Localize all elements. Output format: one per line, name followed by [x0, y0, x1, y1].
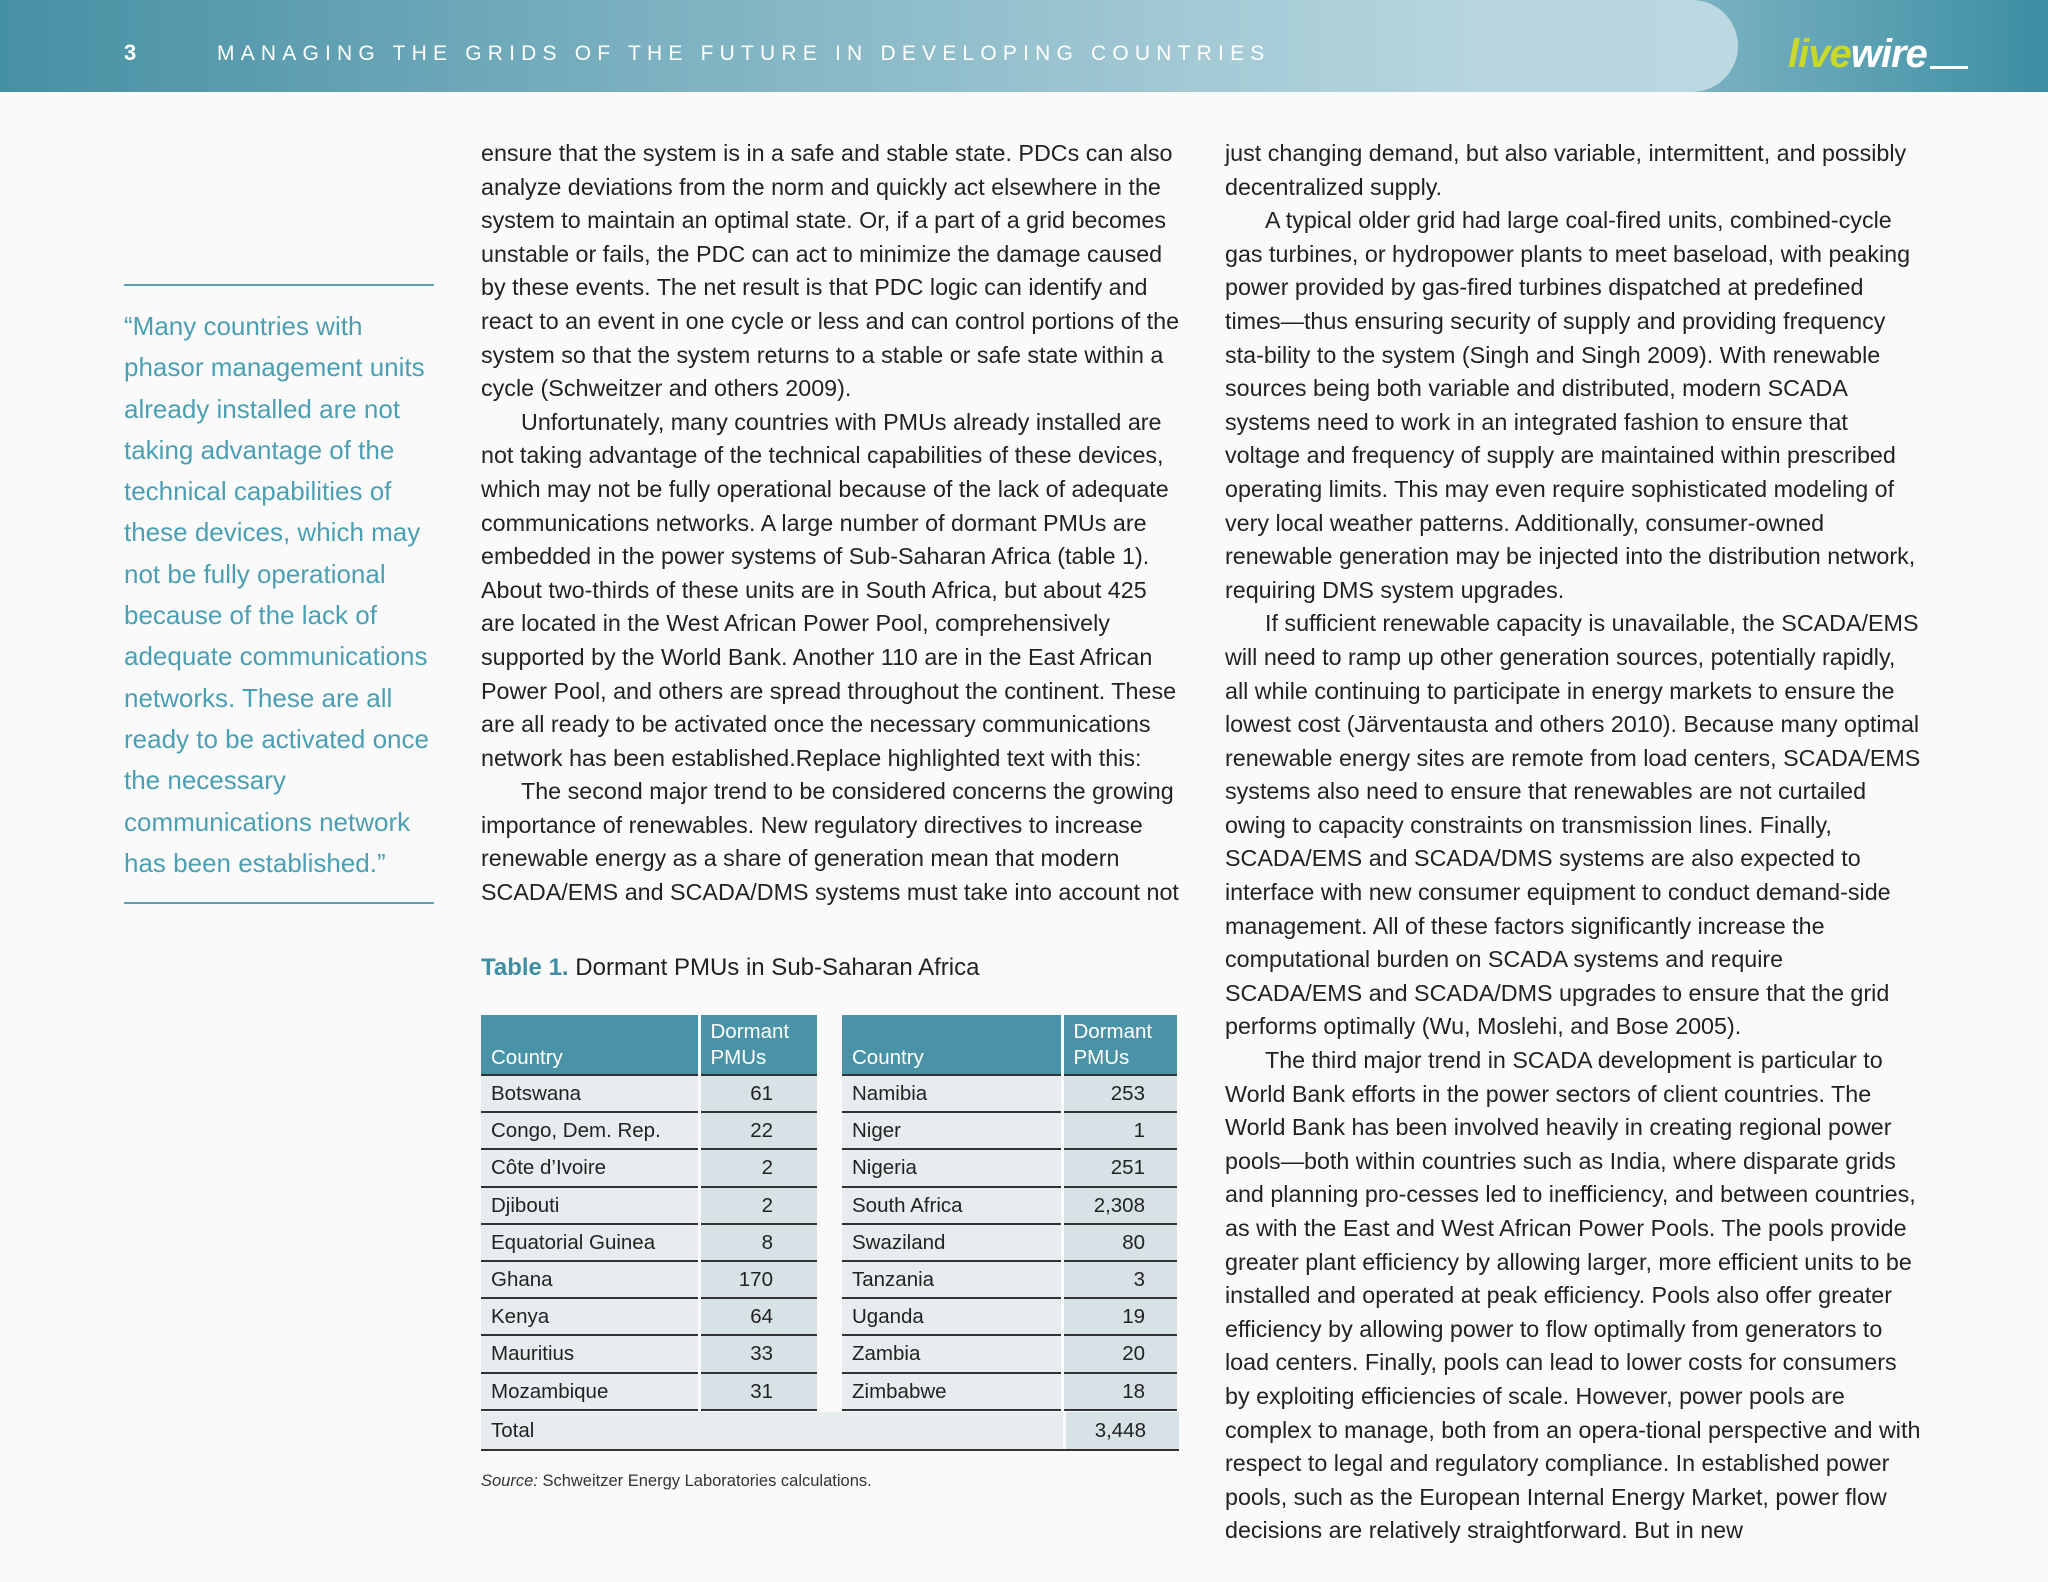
table-row [842, 1187, 1177, 1224]
total-value: 3,448 [1094, 1419, 1146, 1442]
cell-dormant-pmus: 20 [1062, 1335, 1177, 1372]
cell-country: Equatorial Guinea [481, 1224, 699, 1261]
cell-dormant-pmus: 2 [699, 1149, 817, 1186]
table-row [481, 1224, 817, 1261]
table-title: Dormant PMUs in Sub-Saharan Africa [575, 954, 980, 981]
cell-dormant-pmus: 170 [699, 1261, 817, 1298]
cell-country: Congo, Dem. Rep. [481, 1112, 699, 1149]
cell-dormant-pmus: 1 [1062, 1112, 1177, 1149]
livewire-logo [1788, 34, 1927, 74]
table-row [842, 1112, 1177, 1149]
pull-quote-text: “Many countries with phasor management units already installed are not taking advantage of the technical capabilities of these devices, which may not be fully operational because of the lack of adequate communications networks. These are all ready to be activated once the necessary communications network has been established.” [124, 311, 429, 878]
body-paragraph: Unfortunately, many countries with PMUs already installed are not taking advantage of the technical capabilities of these devices, which may not be fully operational because of the lack of adequate communications networks. A large number of dormant PMUs are embedded in the power systems of Sub-Saharan Africa (table 1). About two-thirds of these units are in South Africa, but about 425 are located in the West African Power Pool, comprehensively supported by the World Bank. Another 110 are in the East African Power Pool, and others are spread throughout the continent. These are all ready to be activated once the necessary communications network has been established.Replace highlighted text with this: [481, 408, 1177, 771]
cell-dormant-pmus: 61 [699, 1075, 817, 1112]
logo-live-text: live [1788, 32, 1851, 76]
cell-country: Mauritius [481, 1335, 699, 1372]
total-label: Total [491, 1419, 535, 1442]
table-row [481, 1112, 817, 1149]
table-row [842, 1298, 1177, 1335]
table-number: Table 1. [481, 954, 569, 981]
body-paragraph: The second major trend to be considered concerns the growing importance of renewables. New regulatory directives to increase renewable energy as a share of generation mean that modern SCADA/EMS and SCADA/DMS systems must take into account not [481, 778, 1179, 906]
table-row [481, 1149, 817, 1186]
logo-wire-text: wire [1850, 32, 1927, 76]
cell-dormant-pmus: 2,308 [1062, 1187, 1177, 1224]
cell-country: Zimbabwe [842, 1373, 1062, 1410]
cell-country: Djibouti [481, 1187, 699, 1224]
cell-dormant-pmus: 31 [699, 1373, 817, 1410]
table-row [842, 1261, 1177, 1298]
table-row [842, 1335, 1177, 1372]
page-header [0, 0, 2048, 92]
table-row [481, 1187, 817, 1224]
cell-dormant-pmus: 8 [699, 1224, 817, 1261]
middle-column [481, 137, 1181, 910]
cell-country: Nigeria [842, 1149, 1062, 1186]
table-row [842, 1075, 1177, 1112]
table-row [481, 1261, 817, 1298]
table-caption [481, 954, 979, 982]
table-row [842, 1373, 1177, 1410]
body-paragraph: just changing demand, but also variable, intermittent, and possibly decentralized supply. [1225, 140, 1907, 200]
table-row [842, 1149, 1177, 1186]
table-source-note [481, 1472, 872, 1491]
body-paragraph: ensure that the system is in a safe and stable state. PDCs can also analyze deviations from the norm and quickly act elsewhere in the system to maintain an optimal state. Or, if a part of a grid becomes unstable or fails, the PDC can act to minimize the damage caused by these events. The net result is that PDC logic can identify and react to an event in one cycle or less and can control portions of the system so that the system returns to a stable or safe state within a cycle (Schweitzer and others 2009). [481, 140, 1180, 402]
table-row [481, 1335, 817, 1372]
pmu-table-right [842, 1015, 1177, 1411]
column-header-pmus: Dormant PMUs [699, 1015, 817, 1075]
body-paragraph: If sufficient renewable capacity is unavailable, the SCADA/EMS will need to ramp up other generation sources, potentially rapidly, all while continuing to participate in energy markets to ensure the lowest cost (Järventausta and others 2010). Because many optimal renewable energy sites are remote from load centers, SCADA/EMS systems also need to ensure that renewables are not curtailed owing to capacity constraints on transmission lines. Finally, SCADA/EMS and SCADA/DMS systems are also expected to interface with new consumer equipment to conduct demand-side management. All of these factors significantly increase the computational burden on SCADA systems and require SCADA/EMS and SCADA/DMS upgrades to ensure that the grid performs optimally (Wu, Moslehi, and Bose 2005). [1225, 610, 1921, 1040]
cell-dormant-pmus: 22 [699, 1112, 817, 1149]
cell-dormant-pmus: 2 [699, 1187, 817, 1224]
cell-country: Botswana [481, 1075, 699, 1112]
column-header-country: Country [481, 1015, 699, 1075]
cell-dormant-pmus: 253 [1062, 1075, 1177, 1112]
right-column [1225, 137, 1925, 1548]
cell-country: Kenya [481, 1298, 699, 1335]
cell-country: Niger [842, 1112, 1062, 1149]
cell-country: Côte d’Ivoire [481, 1149, 699, 1186]
column-header-country: Country [842, 1015, 1062, 1075]
cell-dormant-pmus: 251 [1062, 1149, 1177, 1186]
cell-country: Tanzania [842, 1261, 1062, 1298]
cell-dormant-pmus: 19 [1062, 1298, 1177, 1335]
cell-country: Uganda [842, 1298, 1062, 1335]
column-header-pmus: Dormant PMUs [1062, 1015, 1177, 1075]
cell-dormant-pmus: 80 [1062, 1224, 1177, 1261]
running-title: MANAGING THE GRIDS OF THE FUTURE IN DEVELOPING COUNTRIES [217, 42, 1271, 65]
body-paragraph: A typical older grid had large coal-fired units, combined-cycle gas turbines, or hydropower plants to meet baseload, with peaking power provided by gas-fired turbines dispatched at predefined times—thus ensuring security of supply and providing frequency sta-bility to the system (Singh and Singh 2009). With renewable sources being both variable and distributed, modern SCADA systems need to work in an integrated fashion to ensure that voltage and frequency of supply are maintained within prescribed operating limits. This may even require sophisticated modeling of very local weather patterns. Additionally, consumer-owned renewable generation may be injected into the distribution network, requiring DMS system upgrades. [1225, 207, 1916, 603]
cell-dormant-pmus: 18 [1062, 1373, 1177, 1410]
table-header-row [481, 1015, 817, 1075]
cell-country: Zambia [842, 1335, 1062, 1372]
table-header-row [842, 1015, 1177, 1075]
cell-country: Mozambique [481, 1373, 699, 1410]
cell-dormant-pmus: 3 [1062, 1261, 1177, 1298]
pmu-table-left [481, 1015, 817, 1411]
body-paragraph: The third major trend in SCADA development is particular to World Bank efforts in the power sectors of client countries. The World Bank has been involved heavily in creating regional power pools—both within countries such as India, where disparate grids and planning pro-cesses led to inefficiency, and between countries, as with the East and West African Power Pools. The pools provide greater plant efficiency by allowing larger, more efficient units to be installed and operated at peak efficiency. Pools also offer greater efficiency by allowing power to flow optimally from generators to load centers. Finally, pools can lead to lower costs for consumers by exploiting efficiencies of scale. However, power pools are complex to manage, both from an opera-tional perspective and with respect to legal and regulatory compliance. In established power pools, such as the European Internal Energy Market, power flow decisions are relatively straightforward. But in new [1225, 1047, 1921, 1544]
cell-country: Ghana [481, 1261, 699, 1298]
cell-dormant-pmus: 64 [699, 1298, 817, 1335]
logo-underline [1930, 66, 1968, 69]
table-row [481, 1373, 817, 1410]
cell-dormant-pmus: 33 [699, 1335, 817, 1372]
source-label: Source: [481, 1472, 538, 1490]
table-row [842, 1224, 1177, 1261]
pull-quote [124, 284, 434, 904]
cell-country: South Africa [842, 1187, 1062, 1224]
table-row [481, 1075, 817, 1112]
source-text: Schweitzer Energy Laboratories calculations. [537, 1472, 872, 1490]
table-row [481, 1298, 817, 1335]
cell-country: Namibia [842, 1075, 1062, 1112]
cell-country: Swaziland [842, 1224, 1062, 1261]
page-number: 3 [124, 40, 138, 65]
table-total-row [481, 1412, 1179, 1451]
